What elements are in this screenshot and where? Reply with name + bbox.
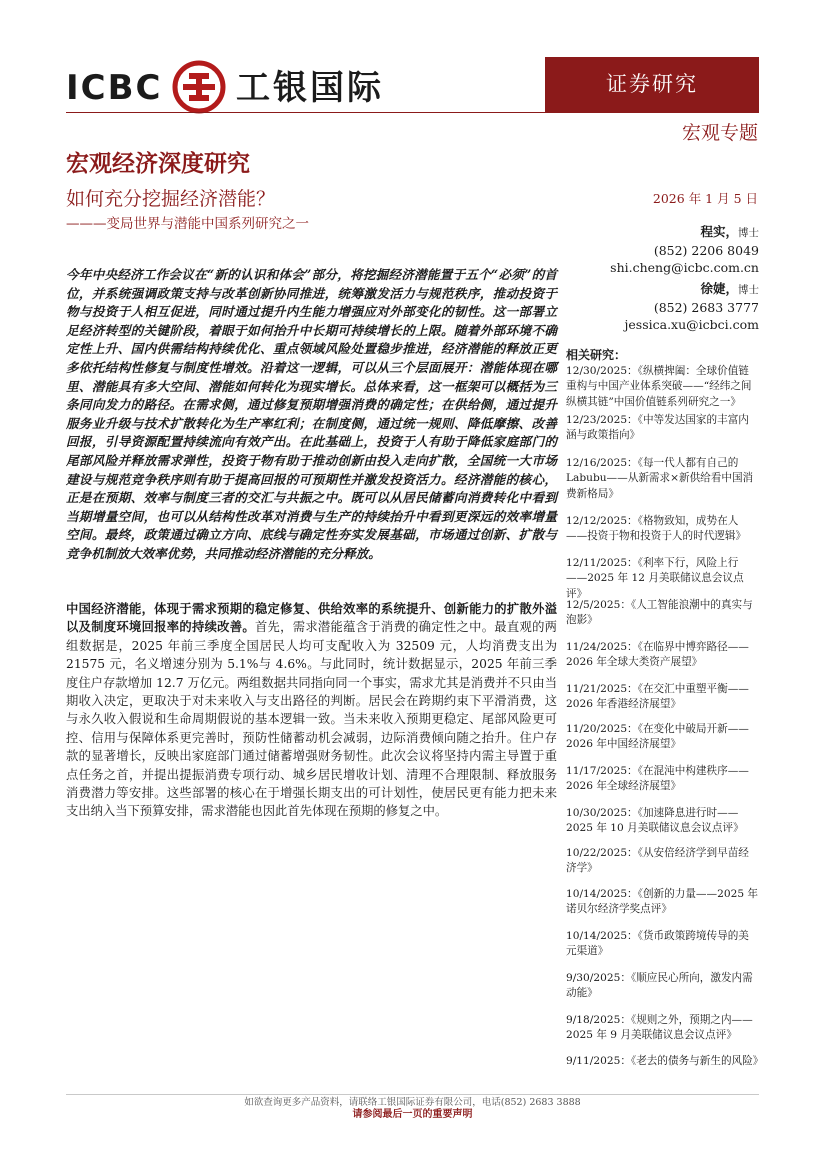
header-divider — [66, 112, 759, 113]
related-item[interactable]: 12/5/2025：《人工智能浪潮中的真实与泡影》 — [566, 599, 753, 627]
author-email[interactable]: shi.cheng@icbc.com.cn — [610, 260, 759, 275]
author-email[interactable]: jessica.xu@icbci.com — [624, 317, 759, 332]
related-item[interactable]: 12/30/2025：《纵横捭阖：全球价值链重构与中国产业体系突破——“经纬之间 纵横其链”中国价值链系列研究之一》 — [566, 365, 752, 408]
author-phone: (852) 2206 8049 — [653, 243, 759, 258]
author-block — [559, 280, 759, 333]
body-paragraph — [66, 600, 557, 821]
related-item[interactable]: 11/20/2025：《在变化中破局开新——2026 年中国经济展望》 — [566, 723, 749, 751]
logo-chinese-text: 工银国际 — [236, 68, 384, 108]
section-label: 宏观专题 — [681, 122, 758, 144]
logo-icbc-text: ICBC — [66, 68, 163, 108]
report-subtitle: 如何充分挖掘经济潜能？ — [66, 188, 276, 210]
report-series-title: ———变局世界与潜能中国系列研究之一 — [66, 216, 309, 232]
footer-disclaimer[interactable]: 请参阅最后一页的重要声明 — [352, 1109, 473, 1120]
author-role: 博士 — [738, 227, 759, 239]
report-date: 2026 年 1 月 5 日 — [652, 191, 758, 206]
category-label: 证券研究 — [606, 72, 698, 96]
related-item[interactable]: 12/12/2025：《格物致知，成势在人——投资于物和投资于人的时代逻辑》 — [566, 515, 747, 543]
related-item[interactable]: 11/21/2025：《在交汇中重塑平衡——2026 年香港经济展望》 — [566, 683, 749, 711]
body-lead-sentence: 中国经济潜能，体现于需求预期的稳定修复、供给效率的系统提升、创新能力的扩散外溢以及制度环境回报率的持续改善。 — [66, 601, 557, 635]
author-block — [559, 223, 759, 276]
related-item[interactable]: 11/17/2025：《在混沌中构建秩序——2026 年全球经济展望》 — [566, 765, 749, 793]
body-text: 首先，需求潜能蕴含于消费的确定性之中。最直观的两组数据是，2025 年前三季度全国居民人均可支配收入为 32509 元，人均消费支出为 21575 元，名义增速分别为 5.1%与 4.6%。与此同时，统计数据显示，2025 年前三季度住户存款增加 12.7 万亿元。两组数据共同指向同一个事实，需求尤其是消费并不只由当期收入决定，更取决于对未来收入与支出路径的判断。居民会在跨期约束下平滑消费，这与永久收入假说和生命周期假说的基本逻辑一致。当未来收入预期更稳定、尾部风险更可控、信用与保障体系更完善时，预防性储蓄动机会减弱，边际消费倾向随之抬升。住户存款的显著增长，反映出家庭部门通过储蓄增强财务韧性。此次会议将坚持内需主导置于重点任务之首，并提出提振消费专项行动、城乡居民增收计划、清理不合理限制、释放服务消费潜力等安排。这些部署的核心在于增强长期支出的可计划性，使居民更有能力把未来支出纳入当下预算安排，需求潜能也因此首先体现在预期的修复之中。 — [66, 620, 557, 819]
related-item[interactable]: 10/14/2025：《创新的力量——2025 年诺贝尔经济学奖点评》 — [566, 888, 759, 916]
abstract-paragraph: 今年中央经济工作会议在“新的认识和体会”部分，将挖掘经济潜能置于五个“必须”的首位，并系统强调政策支持与改革创新协同推进，统筹激发活力与规范秩序，推动投资于物与投资于人相互促进，同时通过提升内生能力增强应对外部变化的韧性。这一部署立足经济转型的关键阶段，着眼于如何抬升中长期可持续增长的上限。随着外部环境不确定性上升、国内供需结构持续优化、重点领域风险处置稳步推进，经济潜能的释放正更多依托结构性修复与制度性增效。沿着这一逻辑，可以从三个层面展开：潜能体现在哪里、潜能具有多大空间、潜能如何转化为现实增长。总体来看，这一框架可以概括为三条同向发力的路径。在需求侧，通过修复预期增强消费的确定性；在供给侧，通过提升服务业升级与技术扩散转化为生产率红利；在制度侧，通过统一规则、降低摩擦、改善回报，引导资源配置持续流向有效产出。在此基础上，投资于人有助于降低家庭部门的尾部风险并释放需求弹性，投资于物有助于推动创新由投入走向扩散，全国统一大市场建设与规范竞争秩序则有助于提高回报的可预期性并激发投资活力。经济潜能的核心，正是在预期、效率与制度三者的交汇与共振之中。既可以从居民储蓄向消费转化中看到当期增量空间，也可以从结构性改革对消费与生产的持续抬升中看到更深远的效率增量空间。最终，政策通过确立方向、底线与确定性夯实发展基础，市场通过创新、扩散与竞争机制放大效率优势，共同推动经济潜能的充分释放。 — [66, 267, 557, 561]
related-item[interactable]: 9/18/2025：《规则之外，预期之内——2025 年 9 月美联储议息会议点评》 — [566, 1014, 753, 1042]
related-item[interactable]: 9/30/2025：《顺应民心所向，激发内需动能》 — [566, 972, 753, 1000]
related-item[interactable]: 11/24/2025：《在临界中博弈路径——2026 年全球大类资产展望》 — [566, 641, 749, 669]
related-item[interactable]: 12/11/2025：《利率下行，风险上行——2025 年 12 月美联储议息会议点评》 — [566, 557, 744, 600]
report-main-title: 宏观经济深度研究 — [66, 150, 250, 177]
author-role: 博士 — [738, 284, 759, 296]
author-name: 徐婕， — [700, 281, 738, 296]
related-item[interactable]: 10/22/2025：《从安倍经济学到早苗经济学》 — [566, 847, 749, 875]
related-research-heading: 相关研究： — [566, 348, 627, 362]
author-phone: (852) 2683 3777 — [653, 300, 759, 315]
related-item[interactable]: 10/30/2025：《加速降息进行时——2025 年 10 月美联储议息会议点评》 — [566, 807, 744, 835]
footer-contact: 如欲查询更多产品资料，请联络工银国际证券有限公司，电话(852) 2683 3888 — [244, 1097, 581, 1108]
footer-divider — [66, 1094, 759, 1095]
related-item[interactable]: 10/14/2025：《货币政策跨境传导的美元渠道》 — [566, 930, 749, 958]
related-item[interactable]: 12/23/2025：《中等发达国家的丰富内涵与政策指向》 — [566, 414, 749, 442]
related-item[interactable]: 9/11/2025：《老去的债务与新生的风险》 — [566, 1055, 764, 1067]
author-name: 程实， — [700, 224, 738, 239]
related-item[interactable]: 12/16/2025：《每一代人都有自己的Labubu——从新需求×新供给看中国消费新格局》 — [566, 457, 754, 500]
category-banner — [545, 57, 759, 112]
icbc-seal-icon — [172, 60, 226, 114]
